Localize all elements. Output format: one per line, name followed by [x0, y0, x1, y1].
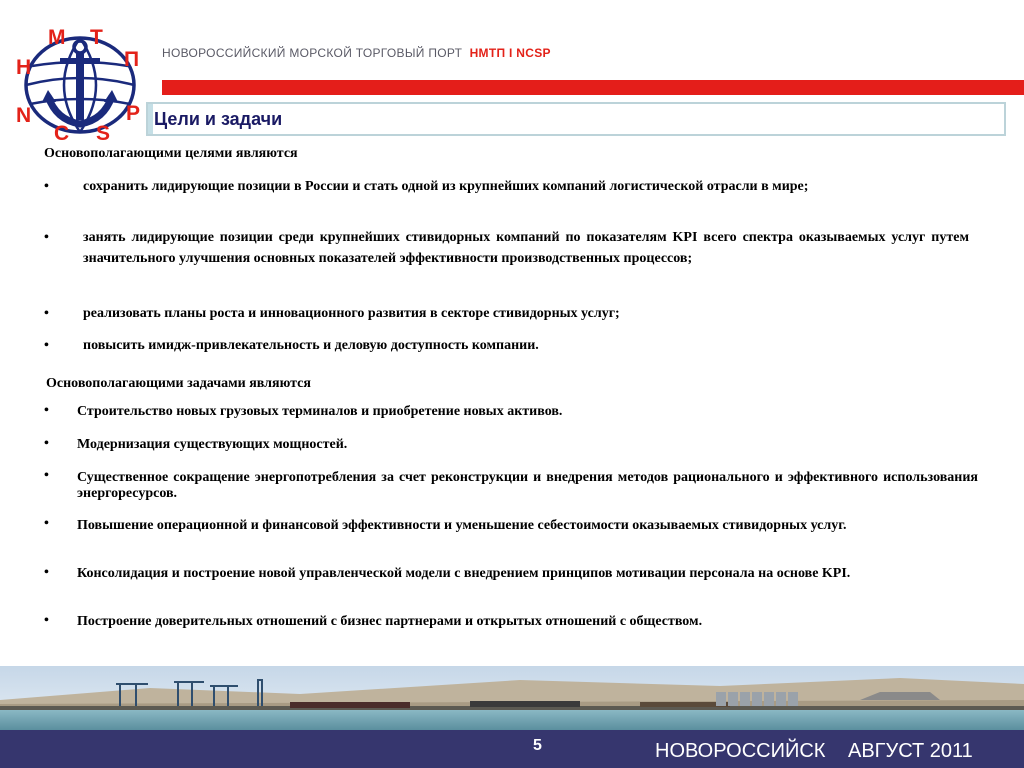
logo-letter: P	[126, 102, 141, 125]
bullet-icon: •	[44, 403, 49, 418]
bullet-icon: •	[44, 230, 49, 245]
bullet-icon: •	[44, 306, 49, 321]
goal-item: повысить имидж-привлекательность и деловую доступность компании.	[83, 338, 539, 353]
logo-letter: М	[48, 26, 66, 49]
company-name	[162, 46, 551, 60]
goal-item: сохранить лидирующие позиции в России и стать одной из крупнейших компаний логистической отрасли в мире;	[83, 179, 809, 194]
task-item: Повышение операционной и финансовой эффективности и уменьшение себестоимости оказываемых стивидорных услуг.	[77, 518, 847, 533]
page-title: Цели и задачи	[154, 109, 283, 129]
task-item: Консолидация и построение новой управленческой модели с внедрением принципов мотивации персонала на основе KPI.	[77, 566, 851, 581]
title-box	[146, 102, 1006, 136]
goals-heading: Основополагающими целями являются	[44, 146, 298, 161]
tasks-heading: Основополагающими задачами являются	[46, 376, 311, 391]
bullet-icon: •	[44, 179, 49, 194]
page-number: 5	[533, 737, 542, 754]
company-abbreviation: НМТП I NCSP	[469, 46, 551, 60]
company-full-name: НОВОРОССИЙСКИЙ МОРСКОЙ ТОРГОВЫЙ ПОРТ	[162, 46, 463, 60]
logo-letter: Т	[90, 26, 103, 49]
bullet-icon: •	[44, 516, 49, 531]
title-accent-bar	[148, 104, 153, 134]
task-item: Существенное сокращение энергопотребления за счет реконструкции и внедрения методов рационального и эффективного использования энергоресурсов.	[77, 470, 978, 501]
ncsp-logo	[10, 22, 148, 144]
bullet-icon: •	[44, 565, 49, 580]
logo-letter: C	[54, 122, 70, 144]
task-item: Модернизация существующих мощностей.	[77, 437, 348, 452]
goal-item: занять лидирующие позиции среди крупнейших стивидорных компаний по показателям KPI всего спектра оказываемых услуг путем значительного улучшения основных показателей эффективности производственных процессов;	[83, 230, 969, 266]
goal-item: реализовать планы роста и инновационного развития в секторе стивидорных услуг;	[83, 306, 620, 321]
header-red-bar	[162, 80, 1024, 95]
logo-letter: S	[96, 122, 111, 144]
bullet-icon: •	[44, 338, 49, 353]
logo-letter: Н	[16, 56, 32, 79]
port-panorama-image	[0, 666, 1024, 730]
footer-city: НОВОРОССИЙСК	[655, 740, 826, 762]
task-item: Строительство новых грузовых терминалов и приобретение новых активов.	[77, 404, 563, 419]
footer-date: АВГУСТ 2011	[848, 740, 973, 762]
logo-letter: N	[16, 104, 32, 127]
logo-letter: П	[124, 48, 140, 71]
bullet-icon: •	[44, 613, 49, 628]
task-item: Построение доверительных отношений с бизнес партнерами и открытых отношений с обществом.	[77, 614, 703, 629]
bullet-icon: •	[44, 436, 49, 451]
bullet-icon: •	[44, 468, 49, 483]
